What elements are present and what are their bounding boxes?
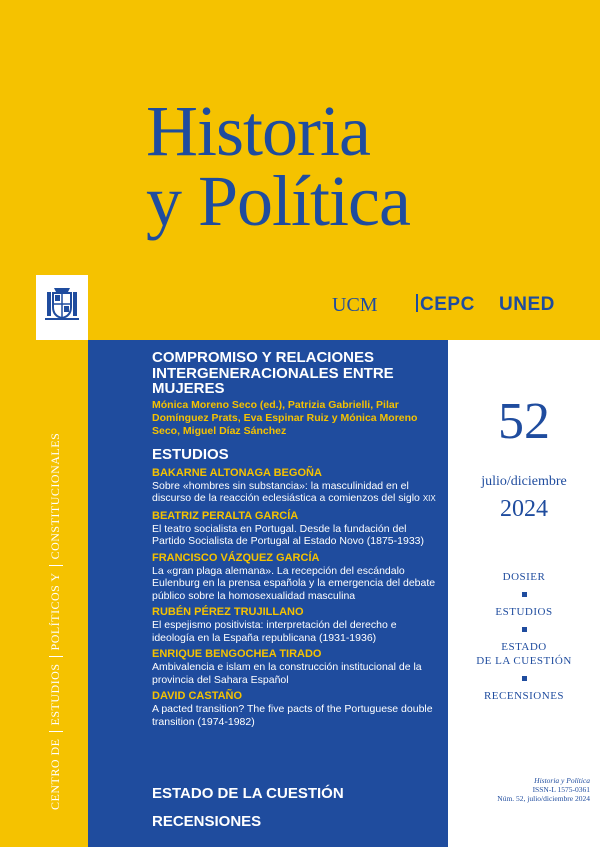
article-author: ENRIQUE BENGOCHEA TIRADO xyxy=(152,648,322,660)
spine-word: CENTRO DE xyxy=(48,738,62,810)
article-item xyxy=(152,606,442,644)
article-title: El teatro socialista en Portugal. Desde la fundación del Partido Socialista de Portugal al Estado Novo (1875-1933) xyxy=(152,522,424,547)
toc-estado: ESTADO DE LA CUESTIÓN xyxy=(476,641,572,667)
toc-recensiones: RECENSIONES xyxy=(483,690,565,702)
article-item xyxy=(152,552,442,603)
article-author: FRANCISCO VÁZQUEZ GARCÍA xyxy=(152,551,320,564)
spine-word: CONSTITUCIONALES xyxy=(48,432,62,560)
pubinfo-name: Historia y Política xyxy=(534,776,590,785)
pubinfo-issue: Núm. 52, julio/diciembre 2024 xyxy=(497,794,590,803)
article-title: Ambivalencia e islam en la construcción institucional de la provincia del Sahara Español xyxy=(152,661,422,686)
toc-estudios: ESTUDIOS xyxy=(495,606,553,618)
journal-title-line2: y Política xyxy=(146,161,410,241)
issue-number: 52 xyxy=(498,393,550,450)
toc-separator-icon xyxy=(522,627,527,632)
article-item xyxy=(152,690,442,728)
cepc-logo xyxy=(414,294,475,316)
section-estado: ESTADO DE LA CUESTIÓN xyxy=(152,785,344,802)
cepc-logo-text: CEPC xyxy=(420,294,475,315)
toc-dosier: DOSIER xyxy=(502,571,546,583)
article-author: DAVID CASTAÑO xyxy=(152,690,243,702)
journal-title-line1: Historia xyxy=(146,91,370,171)
toc-separator-icon xyxy=(522,676,527,681)
dossier-title: COMPROMISO Y RELACIONES INTERGENERACIONALES ENTRE MUJERES xyxy=(152,349,394,397)
spine-strip xyxy=(0,340,88,847)
dossier-authors: Mónica Moreno Seco (ed.), Patrizia Gabrielli, Pilar Domínguez Prats, Eva Espinar Ruiz y Mónica Moreno Seco, Miguel Díaz Sánchez xyxy=(152,398,418,437)
article-title: El espejismo positivista: interpretación del derecho e ideología en la España republicana (1931-1936) xyxy=(152,619,397,644)
coat-of-arms-icon xyxy=(42,282,82,324)
ucm-logo: UCM xyxy=(332,294,378,316)
article-title: A pacted transition? The five pacts of the Portuguese double transition (1974-1982) xyxy=(152,703,433,728)
pubinfo-issn: ISSN-L 1575-0361 xyxy=(532,785,590,794)
spine-word: ESTUDIOS xyxy=(48,663,62,726)
contents-list xyxy=(152,350,442,728)
article-item xyxy=(152,510,442,548)
publication-info xyxy=(448,776,590,803)
issue-period: julio/diciembre xyxy=(481,474,567,489)
section-recensiones: RECENSIONES xyxy=(152,813,262,830)
article-author: BEATRIZ PERALTA GARCÍA xyxy=(152,509,299,522)
article-item xyxy=(152,467,442,506)
article-author: RUBÉN PÉREZ TRUJILLANO xyxy=(152,606,304,618)
article-author: BAKARNE ALTONAGA BEGOÑA xyxy=(152,466,322,479)
spine-word: POLÍTICOS Y xyxy=(48,572,62,651)
issue-toc xyxy=(448,570,600,703)
spine-publisher-text xyxy=(48,433,63,810)
journal-title xyxy=(146,91,410,241)
article-title: La «gran plaga alemana». La recepción del escándalo Eulenburg en la prensa española y la emergencia del debate público sobre la homosexualidad masculina xyxy=(152,564,436,602)
toc-separator-icon xyxy=(522,592,527,597)
uned-logo: UNED xyxy=(499,294,555,315)
article-item xyxy=(152,648,442,686)
article-title: Sobre «hombres sin substancia»: la masculinidad en el discurso de la reacción eclesiástica a comienzos del siglo XIX xyxy=(152,479,436,504)
section-estudios: ESTUDIOS xyxy=(152,445,229,463)
issue-year: 2024 xyxy=(500,496,548,522)
